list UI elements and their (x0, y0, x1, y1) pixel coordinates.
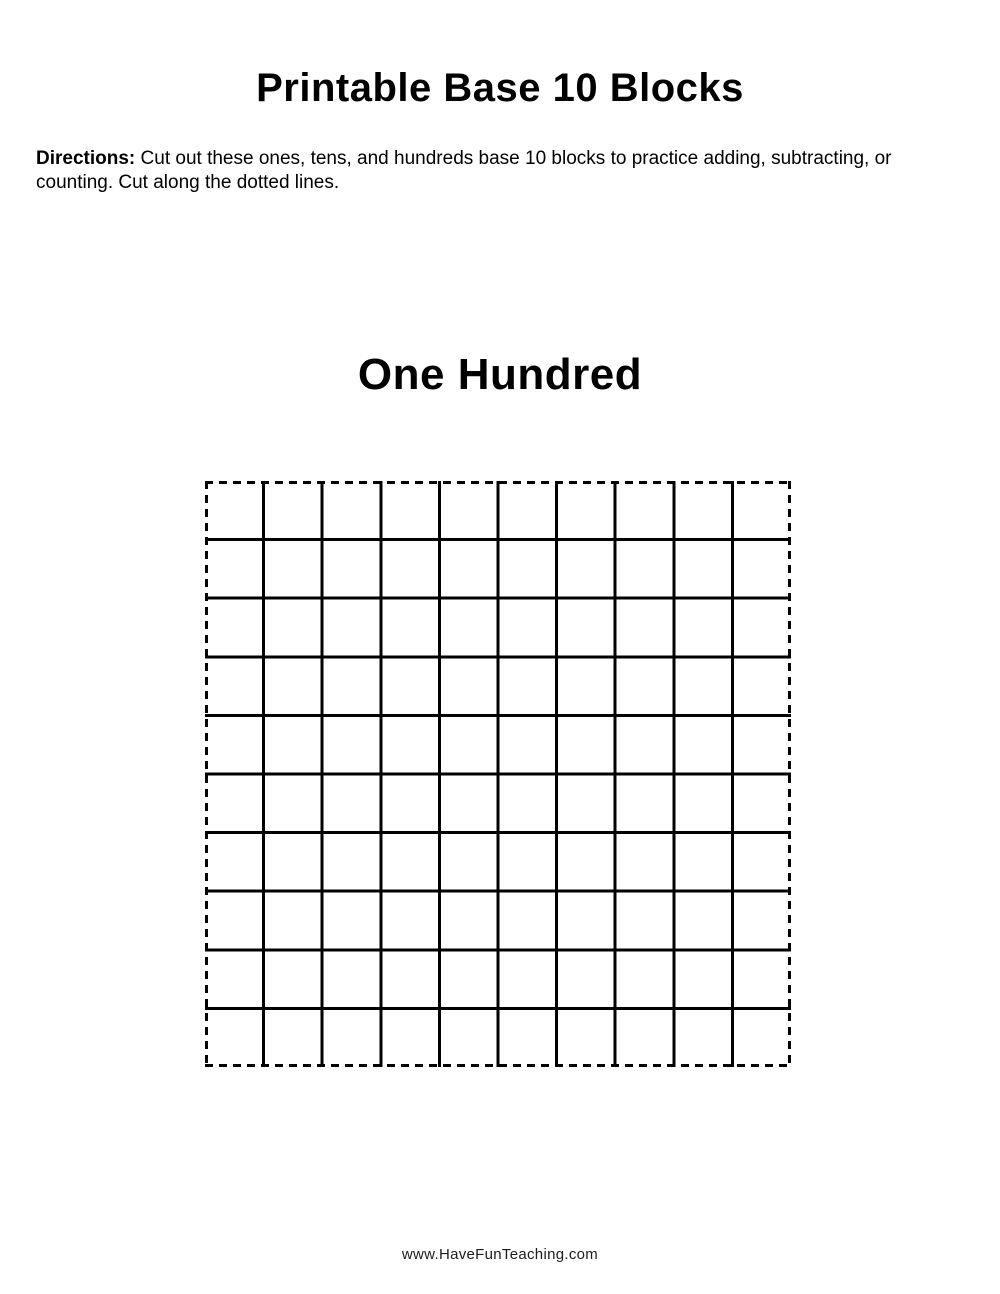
base-ten-grid-svg (205, 481, 791, 1067)
directions-paragraph (36, 147, 921, 195)
directions-label: Directions: (36, 148, 136, 169)
footer-website-url: www.HaveFunTeaching.com (401, 1246, 599, 1263)
directions-text: Cut out these ones, tens, and hundreds base 10 blocks to practice adding, subtracting, or counting. Cut along the dotted lines. (36, 148, 892, 193)
section-title-one-hundred: One Hundred (357, 350, 643, 399)
hundreds-base-ten-grid (205, 481, 791, 1067)
page-title: Printable Base 10 Blocks (256, 66, 744, 110)
